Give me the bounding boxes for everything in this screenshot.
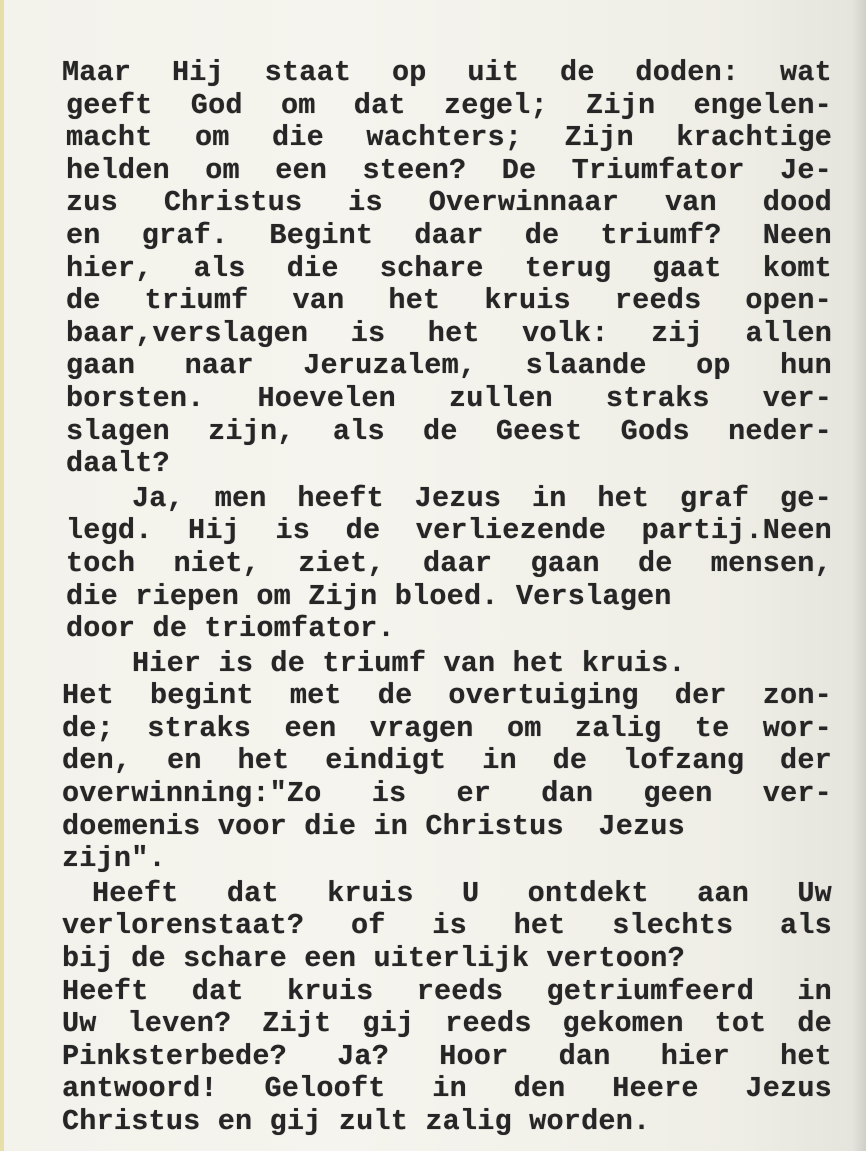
text-line: hier, als die schare terug gaat komt: [66, 251, 832, 285]
typewritten-text: [62, 57, 832, 1139]
text-line: Heeft dat kruis reeds getriumfeerd in: [62, 974, 832, 1008]
text-line: Hier is de triumf van het kruis.: [132, 646, 686, 680]
text-line: overwinning:"Zo is er dan geen ver-: [62, 777, 832, 811]
text-line: geeft God om dat zegel; Zijn engelen-: [66, 88, 832, 122]
text-line: zus Christus is Overwinnaar van dood: [66, 186, 832, 220]
paragraph: [62, 648, 832, 876]
paragraph: [62, 878, 832, 1139]
text-line: Christus en gij zult zalig worden.: [62, 1105, 651, 1138]
text-line: helden om een steen? De Triumfator Je-: [66, 153, 832, 187]
text-line: die riepen om Zijn bloed. Verslagen: [66, 579, 672, 613]
page-left-edge: [0, 0, 4, 1151]
text-line: Het begint met de overtuiging der zon-: [62, 679, 832, 713]
text-line: borsten. Hoevelen zullen straks ver-: [66, 381, 832, 415]
text-line: gaan naar Jeruzalem, slaande op hun: [66, 349, 832, 383]
text-line: zijn".: [62, 842, 166, 876]
text-line: Uw leven? Zijt gij reeds gekomen tot de: [62, 1007, 832, 1041]
text-line: baar,verslagen is het volk: zij allen: [66, 316, 832, 350]
text-line: Heeft dat kruis U ontdekt aan Uw: [92, 876, 832, 910]
text-line: macht om die wachters; Zijn krachtige: [66, 121, 832, 155]
text-line: verlorenstaat? of is het slechts als: [62, 909, 832, 943]
text-line: daalt?: [66, 447, 170, 481]
page-right-shadow: [852, 0, 866, 1151]
text-line: doemenis voor die in Christus Jezus: [62, 809, 685, 843]
text-line: de; straks een vragen om zalig te wor-: [62, 711, 832, 745]
paragraph: [62, 57, 832, 481]
text-line: door de triomfator.: [66, 612, 395, 646]
text-line: Ja, men heeft Jezus in het graf ge-: [132, 481, 832, 515]
text-line: bij de schare een uiterlijk vertoon?: [62, 942, 685, 976]
text-line: antwoord! Gelooft in den Heere Jezus: [62, 1072, 832, 1106]
text-line: legd. Hij is de verliezende partij.Neen: [66, 514, 832, 548]
paragraph: [62, 483, 832, 646]
text-line: de triumf van het kruis reeds open-: [66, 284, 832, 318]
text-line: slagen zijn, als de Geest Gods neder-: [66, 414, 832, 448]
text-line: Pinksterbede? Ja? Hoor dan hier het: [62, 1039, 832, 1073]
text-line: den, en het eindigt in de lofzang der: [62, 744, 832, 778]
text-line: en graf. Begint daar de triumf? Neen: [66, 218, 832, 252]
text-line: Maar Hij staat op uit de doden: wat: [62, 56, 832, 89]
text-line: toch niet, ziet, daar gaan de mensen,: [66, 546, 832, 580]
